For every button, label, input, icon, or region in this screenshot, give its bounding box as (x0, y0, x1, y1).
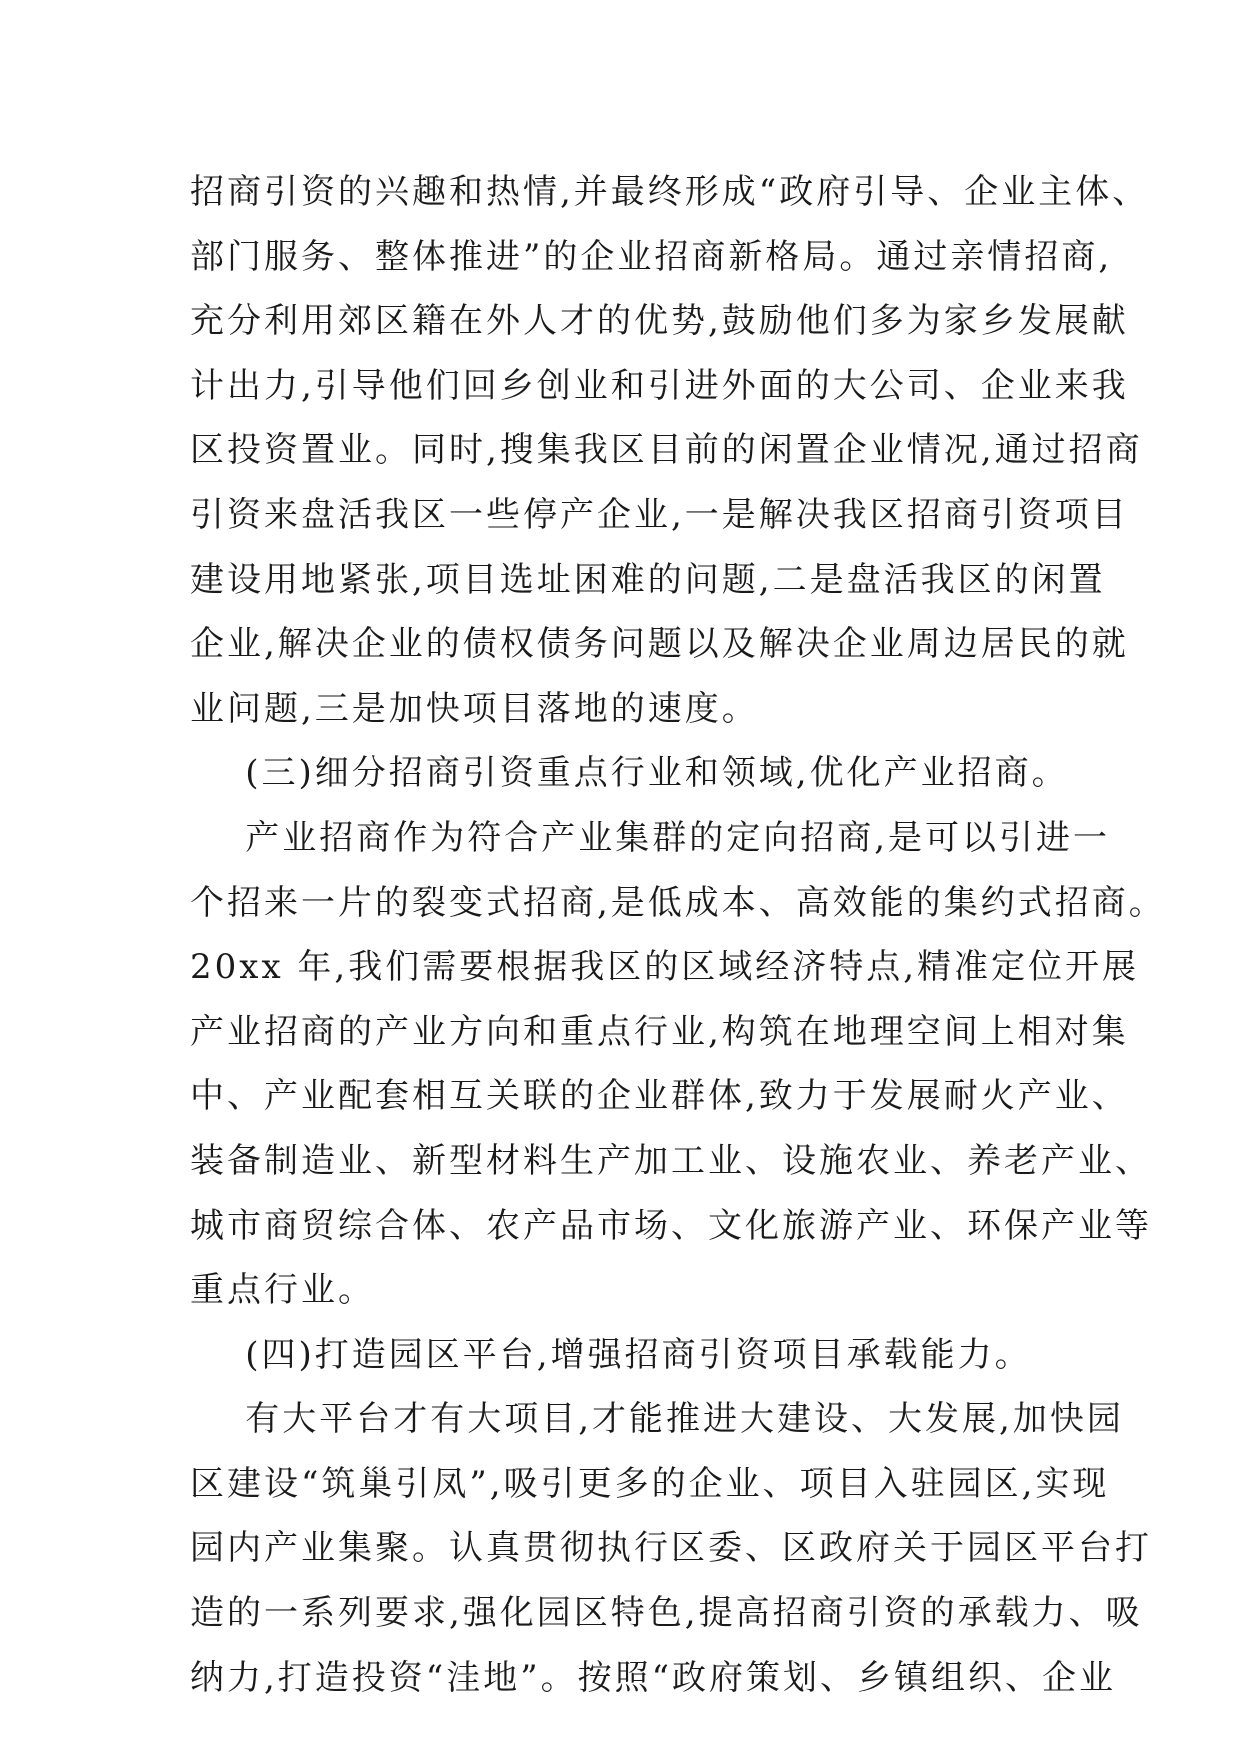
text-line: 企业,解决企业的债权债务问题以及解决企业周边居民的就 (190, 624, 1129, 665)
section-heading: (四)打造园区平台,增强招商引资项目承载能力。 (190, 1334, 1032, 1375)
text-line: 园内产业集聚。认真贯彻执行区委、区政府关于园区平台打 (190, 1528, 1152, 1569)
text-line: 装备制造业、新型材料生产加工业、设施农业、养老产业、 (190, 1140, 1152, 1181)
text-line: 纳力,打造投资“洼地”。按照“政府策划、乡镇组织、企业 (190, 1657, 1116, 1698)
text-line: 招商引资的兴趣和热情,并最终形成“政府引导、企业主体、 (190, 172, 1150, 212)
text-line: 产业招商作为符合产业集群的定向招商,是可以引进一 (190, 817, 1111, 858)
text-line: 充分利用郊区籍在外人才的优势,鼓励他们多为家乡发展献 (190, 301, 1129, 342)
text-line: 区建设“筑巢引凤”,吸引更多的企业、项目入驻园区,实现 (190, 1463, 1110, 1504)
text-line: 部门服务、整体推进”的企业招商新格局。通过亲情招商, (190, 236, 1113, 277)
text-line: 中、产业配套相互关联的企业群体,致力于发展耐火产业、 (190, 1076, 1129, 1117)
text-line: 区投资置业。同时,搜集我区目前的闲置企业情况,通过招商 (190, 430, 1143, 471)
text-line: 造的一系列要求,强化园区特色,提高招商引资的承载力、吸 (190, 1593, 1143, 1634)
text-line: 建设用地紧张,项目选址困难的问题,二是盘活我区的闲置 (190, 559, 1106, 600)
text-line: 业问题,三是加快项目落地的速度。 (190, 688, 759, 729)
text-line: 个招来一片的裂变式招商,是低成本、高效能的集约式招商。 (190, 882, 1166, 923)
text-line: 重点行业。 (190, 1270, 375, 1311)
text-line: 引资来盘活我区一些停产企业,一是解决我区招商引资项目 (190, 494, 1129, 535)
body-text (190, 160, 1166, 1710)
text-line: 产业招商的产业方向和重点行业,构筑在地理空间上相对集 (190, 1011, 1129, 1052)
text-line: 有大平台才有大项目,才能推进大建设、大发展,加快园 (190, 1399, 1124, 1440)
text-line: 20xx 年,我们需要根据我区的区域经济特点,精准定位开展 (190, 947, 1140, 988)
text-line: 城市商贸综合体、农产品市场、文化旅游产业、环保产业等 (190, 1205, 1152, 1246)
section-heading: (三)细分招商引资重点行业和领域,优化产业招商。 (190, 753, 1069, 794)
text-line: 计出力,引导他们回乡创业和引进外面的大公司、企业来我 (190, 365, 1129, 406)
